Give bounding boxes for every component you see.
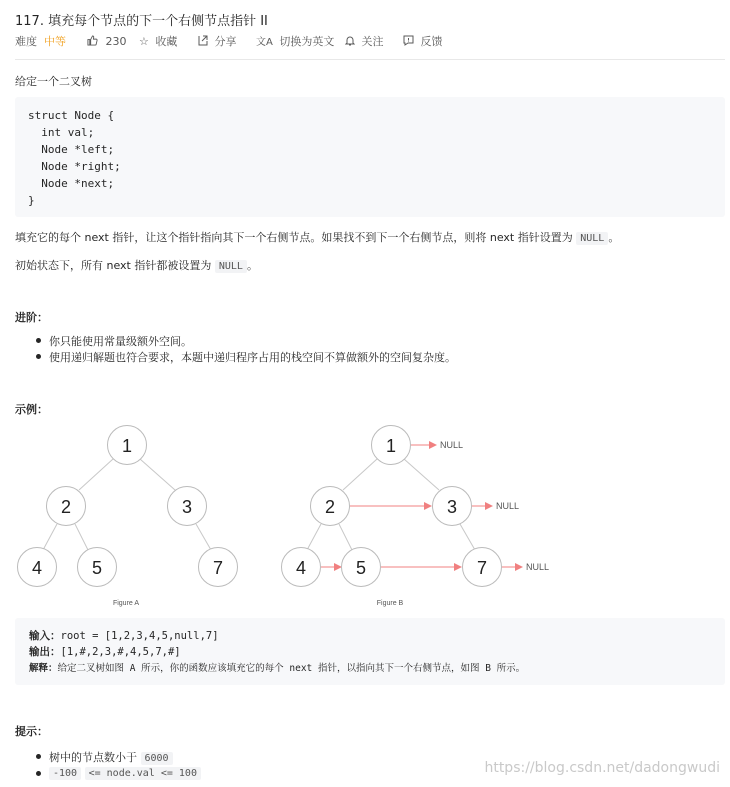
figure-b-node [342, 548, 381, 587]
svg-text:4: 4 [31, 558, 43, 578]
advanced-item: 使用递归解题也符合要求，本题中递归程序占用的栈空间不算做额外的空间复杂度。 [31, 349, 456, 365]
example-io-block [15, 618, 725, 685]
figure-a-node [199, 548, 238, 587]
example-tree-figures [0, 418, 730, 613]
null-label: NULL [526, 562, 550, 572]
null-label: NULL [496, 501, 520, 511]
advanced-heading: 进阶： [15, 311, 48, 324]
figure-b-caption: Figure B [376, 600, 404, 607]
example-output: 输出：[1,#,2,3,#,4,5,7,#] [29, 646, 181, 658]
figure-a-node [168, 487, 207, 526]
svg-text:5: 5 [91, 558, 103, 578]
header-divider [15, 59, 725, 60]
thumbs-up-icon [87, 35, 98, 46]
svg-text:2: 2 [324, 497, 336, 517]
like-button[interactable] [87, 34, 127, 50]
svg-text:7: 7 [476, 558, 488, 578]
advanced-item: 你只能使用常量级额外空间。 [31, 333, 192, 349]
problem-meta-bar [15, 34, 715, 50]
inline-code: 6000 [141, 752, 173, 765]
share-icon [198, 35, 208, 46]
favorite-label: 收藏 [155, 35, 178, 48]
null-label: NULL [440, 440, 464, 450]
figure-a-node [18, 548, 57, 587]
figure-b-node [433, 487, 472, 526]
hints-heading: 提示： [15, 725, 48, 738]
follow-label: 关注 [361, 35, 384, 48]
switch-language-button[interactable] [256, 34, 334, 51]
svg-text:1: 1 [385, 436, 397, 456]
switch-language-label: 切换为英文 [279, 35, 335, 48]
example-input: 输入：root = [1,2,3,4,5,null,7] [29, 630, 219, 642]
figure-a-caption: Figure A [112, 600, 140, 607]
svg-text:3: 3 [181, 497, 193, 517]
figure-a-node [78, 548, 117, 587]
share-button[interactable] [198, 34, 237, 50]
difficulty-label: 难度 [15, 35, 37, 48]
bell-icon [345, 35, 355, 46]
problem-title: 117. 填充每个节点的下一个右侧节点指针 II [15, 14, 268, 29]
star-icon: ☆ [139, 35, 149, 48]
feedback-icon [403, 35, 414, 46]
example-heading: 示例： [15, 403, 48, 416]
intro-text: 给定一个二叉树 [15, 75, 92, 88]
example-explanation: 解释：给定二叉树如图 A 所示，你的函数应该填充它的每个 next 指针，以指向其下一个右侧节点，如图 B 所示。 [29, 663, 526, 674]
svg-text:5: 5 [355, 558, 367, 578]
struct-code: struct Node { int val; Node *left; Node *right; Node *next; } [28, 109, 121, 207]
inline-code: <= node.val <= 100 [85, 767, 201, 780]
hint-item: 树中的节点数小于 6000 [31, 749, 173, 765]
initial-state-description: 初始状态下，所有 next 指针都被设置为 NULL 。 [15, 259, 258, 272]
struct-code-block [15, 97, 725, 217]
svg-text:7: 7 [212, 558, 224, 578]
like-count: 230 [105, 35, 127, 48]
favorite-button[interactable] [139, 34, 177, 50]
share-label: 分享 [214, 35, 237, 48]
figure-b-node [372, 426, 411, 465]
figure-b-node [282, 548, 321, 587]
svg-text:4: 4 [295, 558, 307, 578]
difficulty-value: 中等 [44, 35, 66, 48]
feedback-label: 反馈 [420, 35, 443, 48]
inline-code-null: NULL [215, 260, 247, 273]
svg-text:3: 3 [446, 497, 458, 517]
hint-item [31, 766, 201, 779]
inline-code: -100 [49, 767, 81, 780]
watermark: https://blog.csdn.net/dadongwudi [484, 760, 720, 776]
svg-text:2: 2 [60, 497, 72, 517]
translate-icon: 文A [256, 37, 273, 48]
figure-a-node [47, 487, 86, 526]
inline-code-null: NULL [576, 232, 608, 245]
figure-b-node [463, 548, 502, 587]
figure-a-node [108, 426, 147, 465]
svg-text:1: 1 [121, 436, 133, 456]
next-pointer-description: 填充它的每个 next 指针，让这个指针指向其下一个右侧节点。如果找不到下一个右侧节点，则将 next 指针设置为 NULL 。 [15, 231, 620, 244]
follow-button[interactable] [345, 34, 384, 50]
figure-b-node [311, 487, 350, 526]
feedback-button[interactable] [403, 34, 443, 50]
